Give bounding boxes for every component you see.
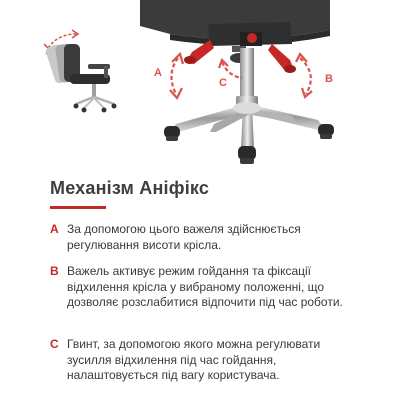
item-letter: A [50, 222, 59, 236]
tilt-lock-lever [268, 44, 296, 73]
section-title: Механізм Аніфікс [50, 178, 210, 198]
item-letter: B [50, 264, 59, 278]
chair-thumbnail-icon [44, 30, 117, 113]
arrow-b-icon [296, 54, 312, 97]
label-a: A [154, 67, 162, 79]
height-lever [184, 40, 214, 64]
chair-base [172, 102, 324, 148]
item-text: За допомогою цього важеля здійснюється регулювання висоти крісла. [67, 222, 301, 252]
item-letter: C [50, 337, 59, 351]
label-b: B [325, 73, 333, 85]
item-text: Важель активує режим гойдання та фіксації відхилення крісла у вибраному положенні, що дозволяє розслабитися відпочити під час роботи. [67, 264, 343, 309]
chair-mechanism-illustration [0, 0, 400, 175]
arrow-a-icon [170, 54, 183, 98]
tilt-mechanism [208, 22, 292, 46]
title-underline [50, 206, 106, 209]
label-c: C [219, 77, 227, 89]
item-text: Гвинт, за допомогою якого можна регулювати зусилля відхилення під час гойдання, налаштовується під вагу користувача. [67, 337, 321, 382]
